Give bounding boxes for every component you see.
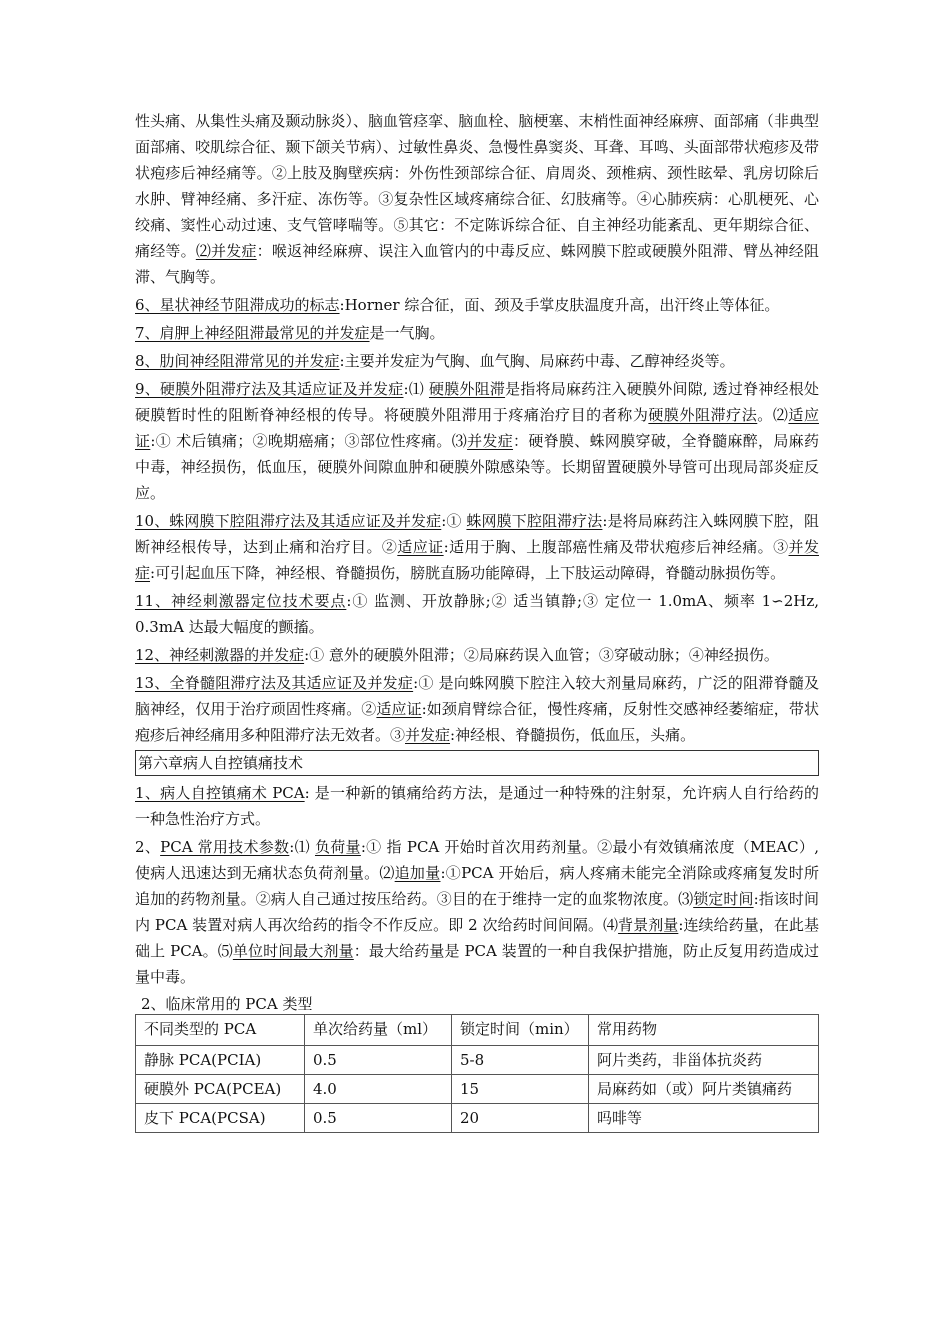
paragraph xyxy=(135,108,819,290)
paragraph xyxy=(135,780,819,832)
text-run: 2、 xyxy=(135,838,161,856)
text-run: :① 监测、开放静脉;② 适当镇静;③ 定位一 1.0mA、频率 1∽2Hz, 0.3mA 达最大幅度的颤搐。 xyxy=(135,592,819,636)
paragraph xyxy=(135,588,819,640)
table-cell: 5-8 xyxy=(452,1046,589,1075)
text-run: :神经根、脊髓损伤，低血压，头痛。 xyxy=(450,726,696,744)
underlined-term: 6、星状神经节阻滞成功的标志 xyxy=(135,296,340,314)
paragraph xyxy=(135,320,819,346)
text-run: ：最大给药量是 PCA 装置的一种自我保护措施，防止反复用药造成过量中毒。 xyxy=(135,942,819,986)
text-run: :⑴ xyxy=(289,838,315,856)
underlined-term: 适应证 xyxy=(376,700,422,718)
table-header-cell: 不同类型的 PCA xyxy=(136,1015,305,1046)
underlined-term: 单位时间最大剂量 xyxy=(232,942,354,960)
text-run: :如颈肩臂综合征，慢性疼痛，反射性交感神经萎缩症，带状疱疹后神经痛用多种阻滞疗法无效者。③ xyxy=(135,700,819,744)
text-run: :是将局麻药注入蛛网膜下腔，阻断神经根传导，达到止痛和治疗目。② xyxy=(135,512,819,556)
table-row xyxy=(136,1075,819,1104)
text-run: :① xyxy=(441,512,467,530)
underlined-term: 9、硬膜外阻滞疗法及其适应证及并发症 xyxy=(135,380,404,398)
document-page xyxy=(135,108,819,1133)
underlined-term: 锁定时间 xyxy=(693,890,754,908)
paragraph xyxy=(135,348,819,374)
table-header-cell: 锁定时间（min） xyxy=(452,1015,589,1046)
text-run: :① 意外的硬膜外阻滞；②局麻药误入血管；③穿破动脉；④神经损伤。 xyxy=(304,646,779,664)
underlined-term: 1、病人自控镇痛术 PCA xyxy=(135,784,305,802)
chapter-heading: 第六章病人自控镇痛技术 xyxy=(135,750,819,776)
text-run: 性头痛、从集性头痛及颞动脉炎）、脑血管痉挛、脑血栓、脑梗塞、末梢性面神经麻痹、面部痛（非典型面部痛、咬肌综合征、颞下颌关节病）、过敏性鼻炎、急慢性鼻窦炎、耳聋、耳鸣、头面部带状疱疹及带状疱疹后神经痛等。②上肢及胸壁疾病：外伤性颈部综合征、肩周炎、颈椎病、颈性眩晕、乳房切除后水肿、臂神经痛、多汗症、冻伤等。③复杂性区域疼痛综合征、幻肢痛等。④心肺疾病：心肌梗死、心绞痛、窦性心动过速、支气管哮喘等。⑤其它：不定陈诉综合征、自主神经功能紊乱、更年期综合征、痛经等。 xyxy=(135,112,819,260)
text-run: : 是一种新的镇痛给药方法，是通过一种特殊的注射泵，允许病人自行给药的一种急性治疗方式。 xyxy=(135,784,820,828)
underlined-term: 7、肩胛上神经阻滞最常见的并发症 xyxy=(135,324,370,342)
underlined-term: 负荷量 xyxy=(314,838,361,856)
paragraph xyxy=(135,834,819,990)
underlined-term: 并发症 xyxy=(135,538,819,582)
text-run: ：硬脊膜、蛛网膜穿破，全脊髓麻醉，局麻药中毒，神经损伤，低血压，硬膜外间隙血肿和硬膜外隙感染等。长期留置硬膜外导管可出现局部炎症反应。 xyxy=(135,432,819,502)
paragraph xyxy=(135,670,819,748)
paragraph xyxy=(135,508,819,586)
text-run: :指该时间内 PCA 装置对病人再次给药的指令不作反应。即 2 次给药时间间隔。⑷ xyxy=(135,890,819,934)
underlined-term: 并发症 xyxy=(467,432,514,450)
table-header-cell: 单次给药量（ml） xyxy=(305,1015,452,1046)
text-run: 是指将局麻药注入硬膜外间隙, 透过脊神经根处硬膜暂时性的阻断脊神经根的传导。将硬膜外阻滞用于疼痛治疗目的者称为 xyxy=(135,380,819,424)
underlined-term: PCA 常用技术参数 xyxy=(160,838,290,856)
table-cell: 静脉 PCA(PCIA) xyxy=(136,1046,305,1075)
table-cell: 4.0 xyxy=(305,1075,452,1104)
underlined-term: 11、神经刺激器定位技术要点 xyxy=(135,592,347,610)
underlined-term: 适应证 xyxy=(135,406,819,450)
underlined-term: 追加量 xyxy=(394,864,441,882)
text-run: :① 术后镇痛；②晚期癌痛；③部位性疼痛。⑶ xyxy=(150,432,468,450)
table-title: 2、临床常用的 PCA 类型 xyxy=(141,995,313,1013)
underlined-term: 适应证 xyxy=(397,538,444,556)
underlined-term: ⑵并发症 xyxy=(195,242,257,260)
underlined-term: 并发症 xyxy=(405,726,451,744)
table-cell: 吗啡等 xyxy=(589,1104,819,1133)
table-cell: 局麻药如（或）阿片类镇痛药 xyxy=(589,1075,819,1104)
text-run: :① 是向蛛网膜下腔注入较大剂量局麻药，广泛的阻滞脊髓及脑神经，仅用于治疗顽固性疼痛。② xyxy=(135,674,819,718)
text-run: :Horner 综合征，面、颈及手掌皮肤温度升高，出汗终止等体征。 xyxy=(339,296,780,314)
text-run: 是一气胸。 xyxy=(369,324,445,342)
paragraph-block xyxy=(135,108,819,748)
pca-types-table xyxy=(135,1014,819,1133)
text-run: :主要并发症为气胸、血气胸、局麻药中毒、乙醇神经炎等。 xyxy=(339,352,735,370)
text-run: :⑴ xyxy=(403,380,429,398)
table-cell: 20 xyxy=(452,1104,589,1133)
table-row xyxy=(136,1046,819,1075)
paragraph-block xyxy=(135,780,819,990)
underlined-term: 12、神经刺激器的并发症 xyxy=(135,646,305,664)
table-header-row xyxy=(136,1015,819,1046)
text-run: :适用于胸、上腹部癌性痛及带状疱疹后神经痛。③ xyxy=(443,538,789,556)
underlined-term: 硬膜外阻滞 xyxy=(428,380,506,398)
underlined-term: 背景剂量 xyxy=(618,916,679,934)
underlined-term: 10、蛛网膜下腔阻滞疗法及其适应证及并发症 xyxy=(135,512,442,530)
table-cell: 0.5 xyxy=(305,1046,452,1075)
underlined-term: 硬膜外阻滞疗法 xyxy=(648,406,758,424)
table-header-cell: 常用药物 xyxy=(589,1015,819,1046)
paragraph xyxy=(135,376,819,506)
underlined-term: 蛛网膜下腔阻滞疗法 xyxy=(466,512,603,530)
table-cell: 阿片类药，非甾体抗炎药 xyxy=(589,1046,819,1075)
table-row xyxy=(136,1104,819,1133)
text-run: :① 指 PCA 开始时首次用药剂量。②最小有效镇痛浓度（MEAC）, 使病人迅速达到无痛状态负荷剂量。⑵ xyxy=(135,838,819,882)
underlined-term: 8、肋间神经阻滞常见的并发症 xyxy=(135,352,340,370)
paragraph xyxy=(135,642,819,668)
text-run: :①PCA 开始后，病人疼痛未能完全消除或疼痛复发时所追加的药物剂量。②病人自己通过按压给药。③目的在于维持一定的血浆物浓度。⑶ xyxy=(135,864,819,908)
table-cell: 皮下 PCA(PCSA) xyxy=(136,1104,305,1133)
text-run: :连续给药量，在此基础上 PCA。⑸ xyxy=(135,916,819,960)
paragraph xyxy=(135,292,819,318)
table-cell: 15 xyxy=(452,1075,589,1104)
text-run: ：喉返神经麻痹、误注入血管内的中毒反应、蛛网膜下腔或硬膜外阻滞、臂丛神经阻滞、气胸等。 xyxy=(135,242,819,286)
text-run: 。⑵ xyxy=(757,406,789,424)
text-run: :可引起血压下降，神经根、脊髓损伤，膀胱直肠功能障碍，上下肢运动障碍，脊髓动脉损伤等。 xyxy=(150,564,786,582)
table-cell: 硬膜外 PCA(PCEA) xyxy=(136,1075,305,1104)
table-cell: 0.5 xyxy=(305,1104,452,1133)
underlined-term: 13、全脊髓阻滞疗法及其适应证及并发症 xyxy=(135,674,414,692)
